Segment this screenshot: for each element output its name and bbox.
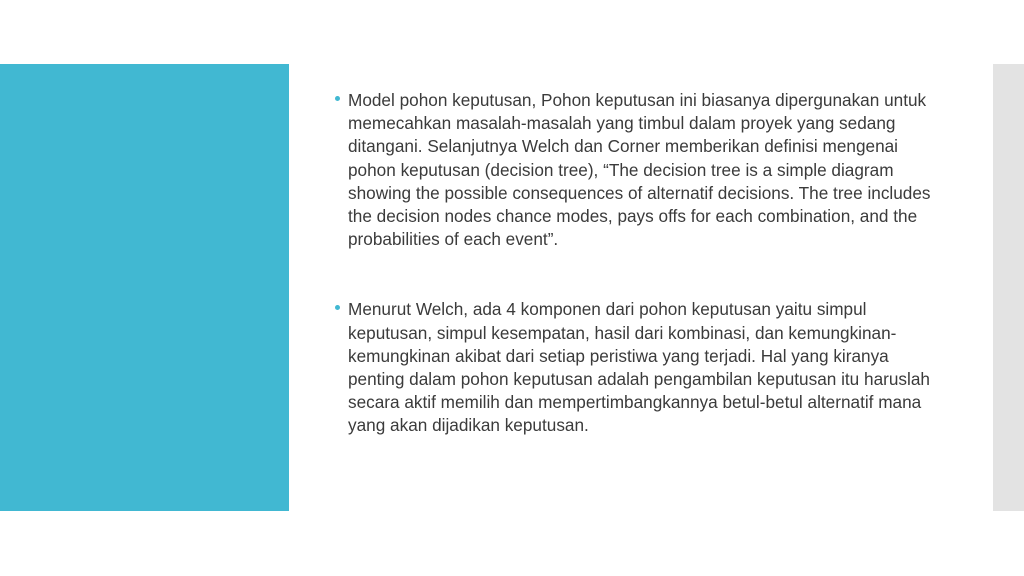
- bullet-dot-icon: [335, 305, 340, 310]
- bullet-list: [333, 89, 945, 438]
- bullet-text: Model pohon keputusan, Pohon keputusan ini biasanya dipergunakan untuk memecahkan masalah-masalah yang timbul dalam proyek yang sedang ditangani. Selanjutnya Welch dan Corner memberikan definisi mengenai pohon keputusan (decision tree), “The decision tree is a simple diagram showing the possible consequences of alternatif decisions. The tree includes the decision nodes chance modes, pays offs for each combination, and the probabilities of each event”.: [348, 90, 931, 250]
- bullet-text: Menurut Welch, ada 4 komponen dari pohon keputusan yaitu simpul keputusan, simpul kesempatan, hasil dari kombinasi, dan kemungkinan-kemungkinan akibat dari setiap peristiwa yang terjadi. Hal yang kiranya penting dalam pohon keputusan adalah pengambilan keputusan itu haruslah secara aktif memilih dan mempertimbangkannya betul-betul alternatif mana yang akan dijadikan keputusan.: [348, 299, 930, 436]
- accent-bar-left: [0, 64, 289, 511]
- bullet-item: [333, 89, 945, 251]
- bullet-dot-icon: [335, 96, 340, 101]
- side-panel-right: [993, 64, 1024, 511]
- bullet-item: [333, 298, 945, 437]
